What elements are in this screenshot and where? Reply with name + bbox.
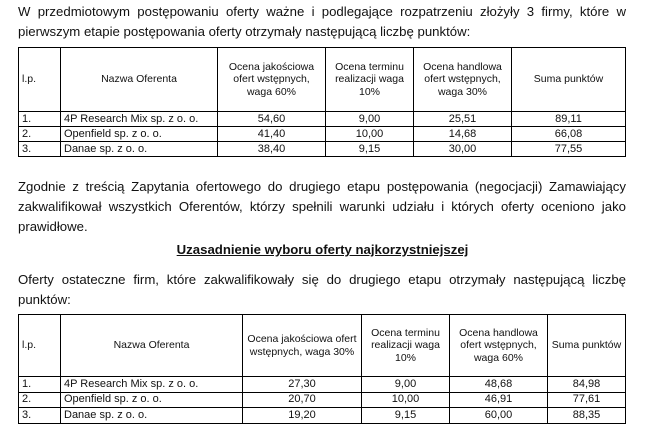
cell-lp: 3. [19,408,61,424]
table-row [19,408,626,424]
cell-total-points: 66,08 [512,127,626,142]
intro-paragraph: W przedmiotowym postępowaniu oferty ważne i podlegające rozpatrzeniu złożyły 3 firmy, które w pierwszym etapie postępowania oferty otrzymały następującą liczbę punktów: [18,4,626,39]
final-offers-paragraph: Oferty ostateczne firm, które zakwalifikowały się do drugiego etapu otrzymały następującą liczbę punktów: [18,272,626,307]
cell-deadline-score: 9,15 [326,142,414,157]
cell-commercial-score: 46,91 [450,392,548,408]
table-header-row [19,48,626,112]
first-stage-scores-table [18,47,626,157]
cell-deadline-score: 10,00 [362,392,450,408]
header-offeror-name: Nazwa Oferenta [61,315,243,377]
header-commercial-score: Ocena handlowa ofert wstępnych, waga 60% [450,315,548,377]
header-offeror-name: Nazwa Oferenta [61,48,218,112]
cell-commercial-score: 25,51 [414,112,512,127]
cell-lp: 2. [19,392,61,408]
header-total-points: Suma punktów [512,48,626,112]
table-row [19,142,626,157]
header-lp: l.p. [19,315,61,377]
cell-quality-score: 38,40 [218,142,326,157]
final-scores-table [18,314,626,424]
cell-lp: 1. [19,377,61,393]
cell-quality-score: 20,70 [243,392,362,408]
cell-deadline-score: 9,00 [362,377,450,393]
cell-total-points: 88,35 [548,408,626,424]
cell-total-points: 77,61 [548,392,626,408]
cell-commercial-score: 60,00 [450,408,548,424]
header-commercial-score: Ocena handlowa ofert wstępnych, waga 30% [414,48,512,112]
cell-offeror-name: 4P Research Mix sp. z o. o. [61,377,243,393]
header-quality-score: Ocena jakościowa ofert wstępnych, waga 60% [218,48,326,112]
qualification-paragraph: Zgodnie z treścią Zapytania ofertowego do drugiego etapu postępowania (negocjacji) Zamawiający zakwalifikował wszystkich Oferentów, którzy spełnili warunki udziału i których oferty oceniono jako prawidłowe. [18,179,626,234]
table-row [19,392,626,408]
table-header-row [19,315,626,377]
cell-offeror-name: Openfield sp. z o. o. [61,392,243,408]
header-deadline-score: Ocena terminu realizacji waga 10% [326,48,414,112]
table-row [19,377,626,393]
header-lp: l.p. [19,48,61,112]
cell-deadline-score: 10,00 [326,127,414,142]
cell-offeror-name: Danae sp. z o. o. [61,408,243,424]
cell-commercial-score: 30,00 [414,142,512,157]
cell-offeror-name: Openfield sp. z o. o. [61,127,218,142]
cell-lp: 1. [19,112,61,127]
cell-total-points: 84,98 [548,377,626,393]
cell-deadline-score: 9,00 [326,112,414,127]
cell-total-points: 89,11 [512,112,626,127]
table-row [19,112,626,127]
section-heading: Uzasadnienie wyboru oferty najkorzystniejszej [176,242,469,257]
cell-quality-score: 41,40 [218,127,326,142]
cell-commercial-score: 48,68 [450,377,548,393]
header-quality-score: Ocena jakościowa ofert wstępnych, waga 30% [243,315,362,377]
cell-deadline-score: 9,15 [362,408,450,424]
cell-lp: 2. [19,127,61,142]
table-row [19,127,626,142]
cell-offeror-name: 4P Research Mix sp. z o. o. [61,112,218,127]
cell-lp: 3. [19,142,61,157]
cell-offeror-name: Danae sp. z o. o. [61,142,218,157]
cell-quality-score: 54,60 [218,112,326,127]
cell-quality-score: 27,30 [243,377,362,393]
cell-total-points: 77,55 [512,142,626,157]
cell-commercial-score: 14,68 [414,127,512,142]
header-total-points: Suma punktów [548,315,626,377]
cell-quality-score: 19,20 [243,408,362,424]
header-deadline-score: Ocena terminu realizacji waga 10% [362,315,450,377]
